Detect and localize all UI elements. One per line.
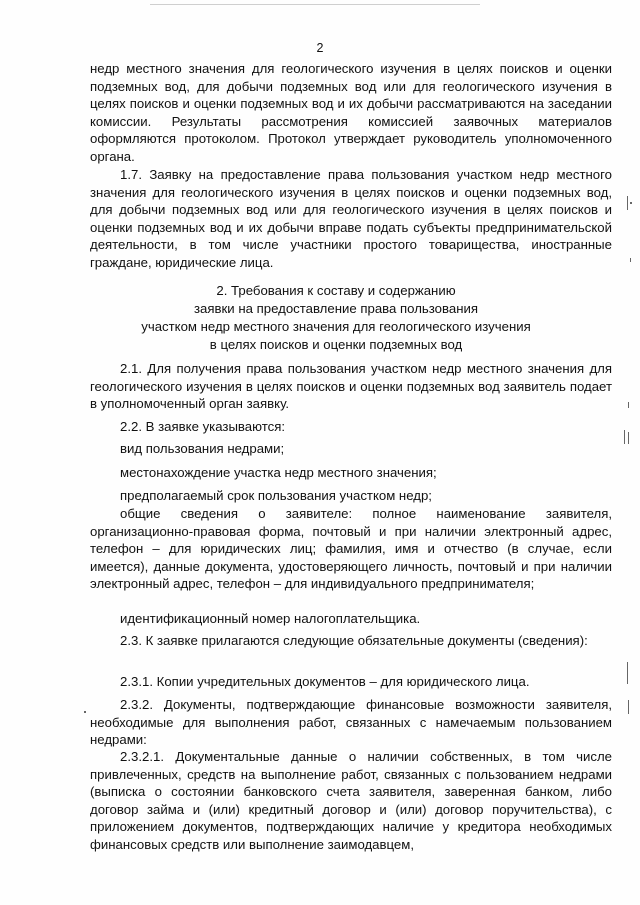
scan-mark	[630, 202, 632, 204]
paragraph-continuation: недр местного значения для геологического изучения в целях поисков и оценки подземных вод, для добычи подземных вод или для геологического изучения в целях поисков и оценки подземных вод и их добычи рассматриваются на заседании комиссии. Результаты рассмотрения комиссией заявочных материалов оформляются протоколом. Протокол утверждает руководитель уполномоченного органа.	[90, 61, 612, 164]
heading-line-1: 2. Требования к составу и содержанию	[216, 283, 456, 298]
scan-mark	[84, 711, 86, 713]
list-item-vid: вид пользования недрами;	[120, 441, 285, 456]
scan-mark	[628, 700, 629, 714]
heading-line-4: в целях поисков и оценки подземных вод	[209, 337, 463, 352]
paragraph-2-3-1: 2.3.1. Копии учредительных документов – для юридического лица.	[120, 674, 530, 689]
paragraph-2-2: 2.2. В заявке указываются:	[120, 419, 286, 434]
section-2-heading	[60, 282, 612, 354]
paragraph-2-1: 2.1. Для получения права пользования участком недр местного значения для геологического изучения в целях поисков и оценки подземных вод заявитель подает в уполномоченный орган заявку.	[90, 361, 612, 412]
heading-line-3: участком недр местного значения для геологического изучения	[141, 319, 531, 334]
scan-mark	[630, 258, 631, 262]
scan-mark	[628, 402, 629, 408]
list-item-general: общие сведения о заявителе: полное наименование заявителя, организационно-правовая форма, почтовый и при наличии электронный адрес, телефон – для юридических лиц; фамилия, имя и отчество (в случае, если имеется), данные документа, удостоверяющего личность, почтовый и при наличии электронный адрес, телефон – для индивидуального предпринимателя;	[90, 506, 612, 592]
paragraph-1-7: 1.7. Заявку на предоставление права пользования участком недр местного значения для геологического изучения в целях поисков и оценки подземных вод, для добычи подземных вод или для геологического изучения в целях поисков и оценки подземных вод и их добычи вправе подать субъекты предпринимательской деятельности, в том числе участники простого товарищества, иностранные граждане, юридические лица.	[90, 167, 612, 270]
scan-mark	[627, 662, 628, 684]
paragraph-2-3: 2.3. К заявке прилагаются следующие обязательные документы (сведения):	[120, 633, 588, 648]
scan-mark	[624, 430, 625, 444]
scan-top-rule	[150, 4, 480, 5]
list-item-term: предполагаемый срок пользования участком недр;	[120, 488, 432, 503]
heading-line-2: заявки на предоставление права пользования	[194, 301, 478, 316]
scan-mark	[628, 432, 629, 444]
scan-mark	[627, 196, 628, 210]
paragraph-2-3-2: 2.3.2. Документы, подтверждающие финансовые возможности заявителя, необходимые для выполнения работ, связанных с намечаемым пользованием недрами:	[90, 697, 612, 748]
list-item-location: местонахождение участка недр местного значения;	[120, 465, 437, 480]
page-number: 2	[316, 41, 324, 55]
paragraph-2-3-2-1: 2.3.2.1. Документальные данные о наличии собственных, в том числе привлеченных, средств на выполнение работ, связанных с пользованием недрами (выписка о состоянии банковского счета заявителя, заверенная банком, либо договор займа и (или) кредитный договор и (или) договор поручительства), с приложением документов, подтверждающих наличие у кредитора необходимых финансовых средств или выполнение заимодавцем,	[90, 749, 612, 852]
list-item-inn: идентификационный номер налогоплательщика.	[120, 611, 421, 626]
